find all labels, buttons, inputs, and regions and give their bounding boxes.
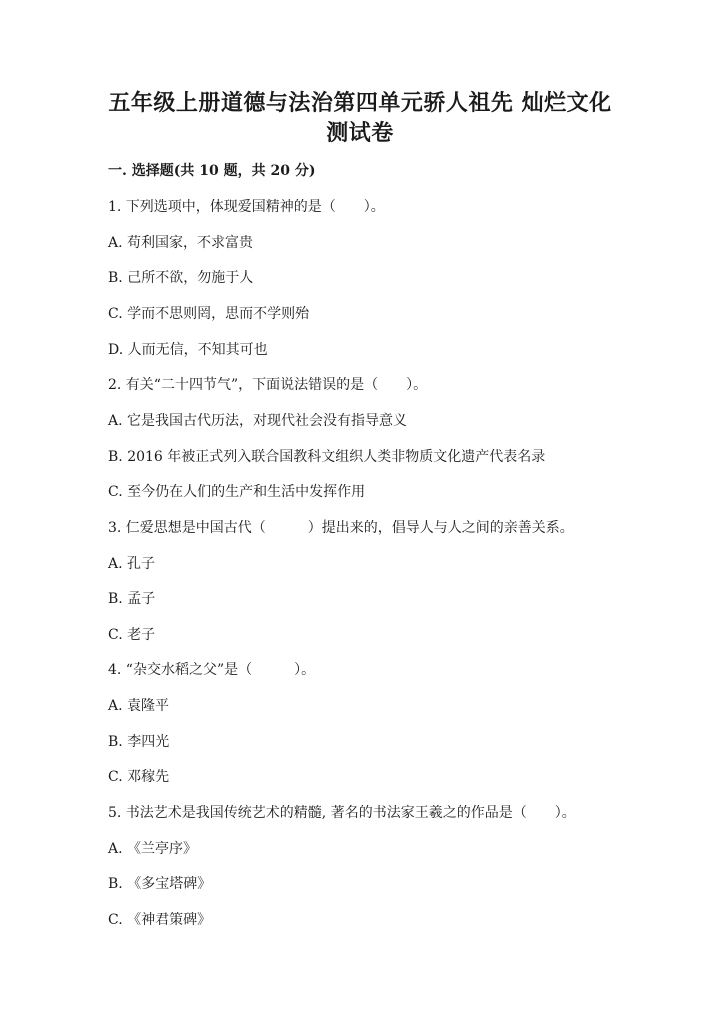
question-1-option-c: C. 学而不思则罔，思而不学则殆 [108,306,310,322]
question-4-stem: 4. “杂交水稻之父”是（ ）。 [108,662,316,678]
question-2-option-a: A. 它是我国古代历法，对现代社会没有指导意义 [108,413,408,429]
question-1-option-a: A. 苟利国家，不求富贵 [108,235,254,251]
question-5-stem: 5. 书法艺术是我国传统艺术的精髓, 著名的书法家王羲之的作品是（ ）。 [108,805,576,821]
question-4-option-a: A. 袁隆平 [108,698,170,714]
question-2-option-b: B. 2016 年被正式列入联合国教科文组织人类非物质文化遗产代表名录 [108,449,546,465]
question-2-stem: 2. 有关“二十四节气”，下面说法错误的是（ ）。 [108,377,428,393]
page-title: 五年级上册道德与法治第四单元骄人祖先 灿烂文化 [108,90,612,116]
question-3-stem: 3. 仁爱思想是中国古代（ ）提出来的，倡导人与人之间的亲善关系。 [108,520,574,536]
question-5-option-c: C. 《神君策碑》 [108,912,212,928]
question-3-option-c: C. 老子 [108,627,156,643]
question-4-option-c: C. 邓稼先 [108,769,170,785]
question-1-stem: 1. 下列选项中，体现爱国精神的是（ ）。 [108,199,385,215]
question-1-option-d: D. 人而无信，不知其可也 [108,342,268,358]
section-heading: 一. 选择题(共 10 题，共 20 分) [108,163,316,179]
question-3-option-a: A. 孔子 [108,556,156,572]
question-2-option-c: C. 至今仍在人们的生产和生活中发挥作用 [108,484,366,500]
page-title-line2: 测试卷 [326,120,394,146]
question-1-option-b: B. 己所不欲，勿施于人 [108,270,254,286]
question-5-option-a: A. 《兰亭序》 [108,841,198,857]
question-4-option-b: B. 李四光 [108,734,170,750]
question-3-option-b: B. 孟子 [108,591,156,607]
question-5-option-b: B. 《多宝塔碑》 [108,876,212,892]
